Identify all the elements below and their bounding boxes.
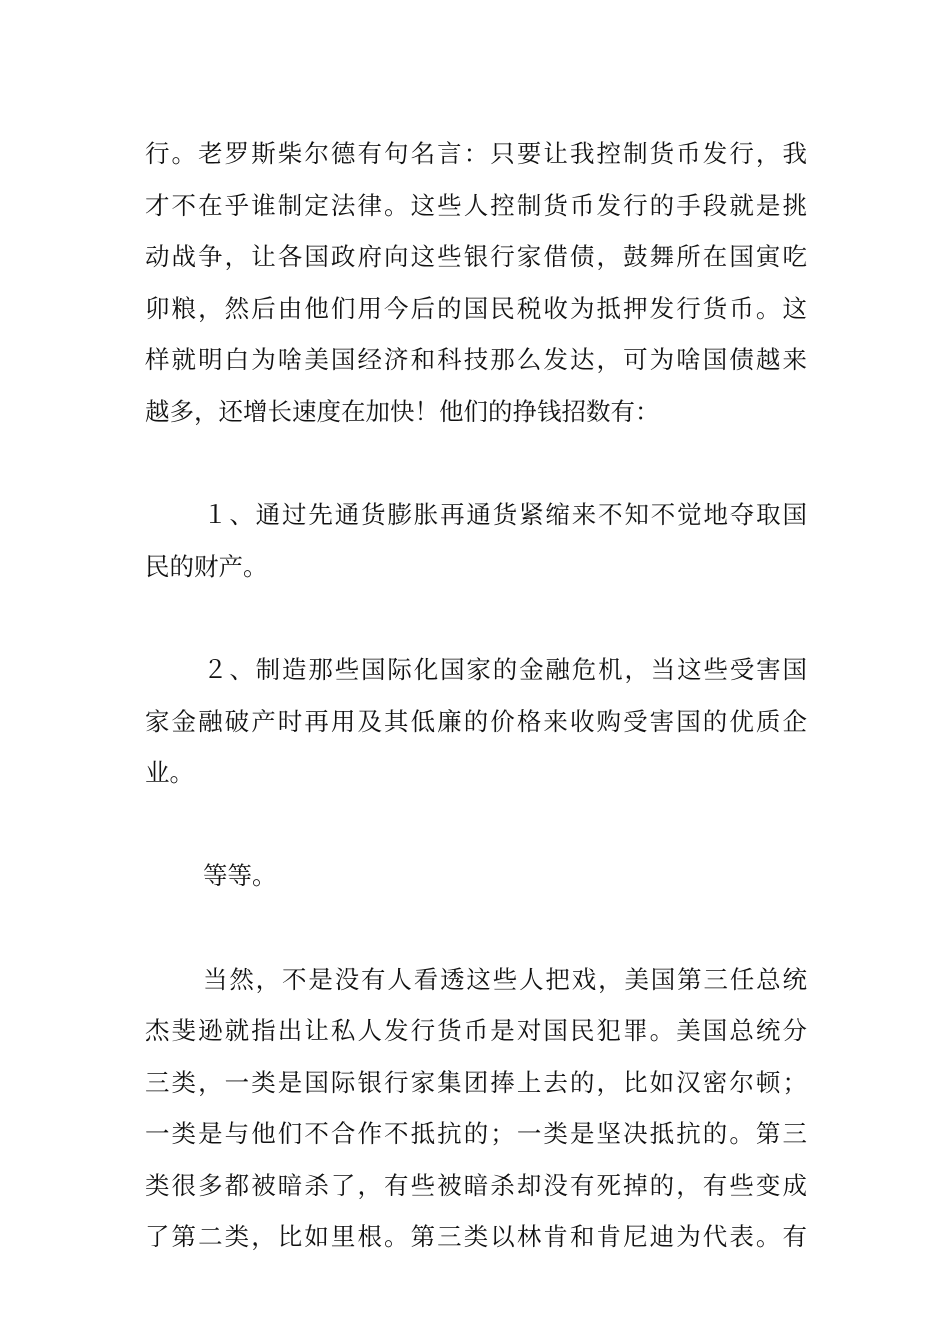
paragraph-spacer: [145, 799, 807, 851]
document-body: [145, 128, 807, 1263]
text-line: 样就明白为啥美国经济和科技那么发达，可为啥国债越来: [145, 345, 807, 375]
text-line: 等等。: [203, 861, 277, 891]
text-line: 卯粮，然后由他们用今后的国民税收为抵押发行货币。这: [145, 293, 807, 323]
text-line: 了第二类，比如里根。第三类以林肯和肯尼迪为代表。有: [145, 1222, 807, 1252]
text-line: 才不在乎谁制定法律。这些人控制货币发行的手段就是挑: [145, 190, 807, 220]
text-line: 家金融破产时再用及其低廉的价格来收购受害国的优质企: [145, 706, 807, 736]
paragraph-1: [145, 128, 807, 438]
text-line: 行。老罗斯柴尔德有句名言：只要让我控制货币发行，我: [145, 139, 807, 168]
text-line: 业。: [145, 758, 194, 788]
paragraph-4: [145, 850, 807, 902]
text-line: 一类是与他们不合作不抵抗的；一类是坚决抵抗的。第三: [145, 1119, 807, 1149]
paragraph-spacer: [145, 592, 807, 644]
paragraph-5: [145, 954, 807, 1264]
text-line: 三类，一类是国际银行家集团捧上去的，比如汉密尔顿；: [145, 1067, 807, 1097]
text-line: 越多，还增长速度在加快！他们的挣钱招数有：: [145, 396, 660, 426]
text-line: 当然，不是没有人看透这些人把戏，美国第三任总统: [203, 964, 807, 994]
text-line: 动战争，让各国政府向这些银行家借债，鼓舞所在国寅吃: [145, 242, 807, 272]
paragraph-spacer: [145, 902, 807, 954]
paragraph-spacer: [145, 438, 807, 490]
text-line: 民的财产。: [145, 551, 268, 581]
text-line: １、通过先通货膨胀再通货紧缩来不知不觉地夺取国: [203, 500, 807, 530]
paragraph-2: [145, 489, 807, 592]
text-line: 杰斐逊就指出让私人发行货币是对国民犯罪。美国总统分: [145, 1016, 807, 1046]
text-line: 类很多都被暗杀了，有些被暗杀却没有死掉的，有些变成: [145, 1170, 807, 1200]
text-line: ２、制造那些国际化国家的金融危机，当这些受害国: [203, 654, 807, 684]
paragraph-3: [145, 644, 807, 799]
